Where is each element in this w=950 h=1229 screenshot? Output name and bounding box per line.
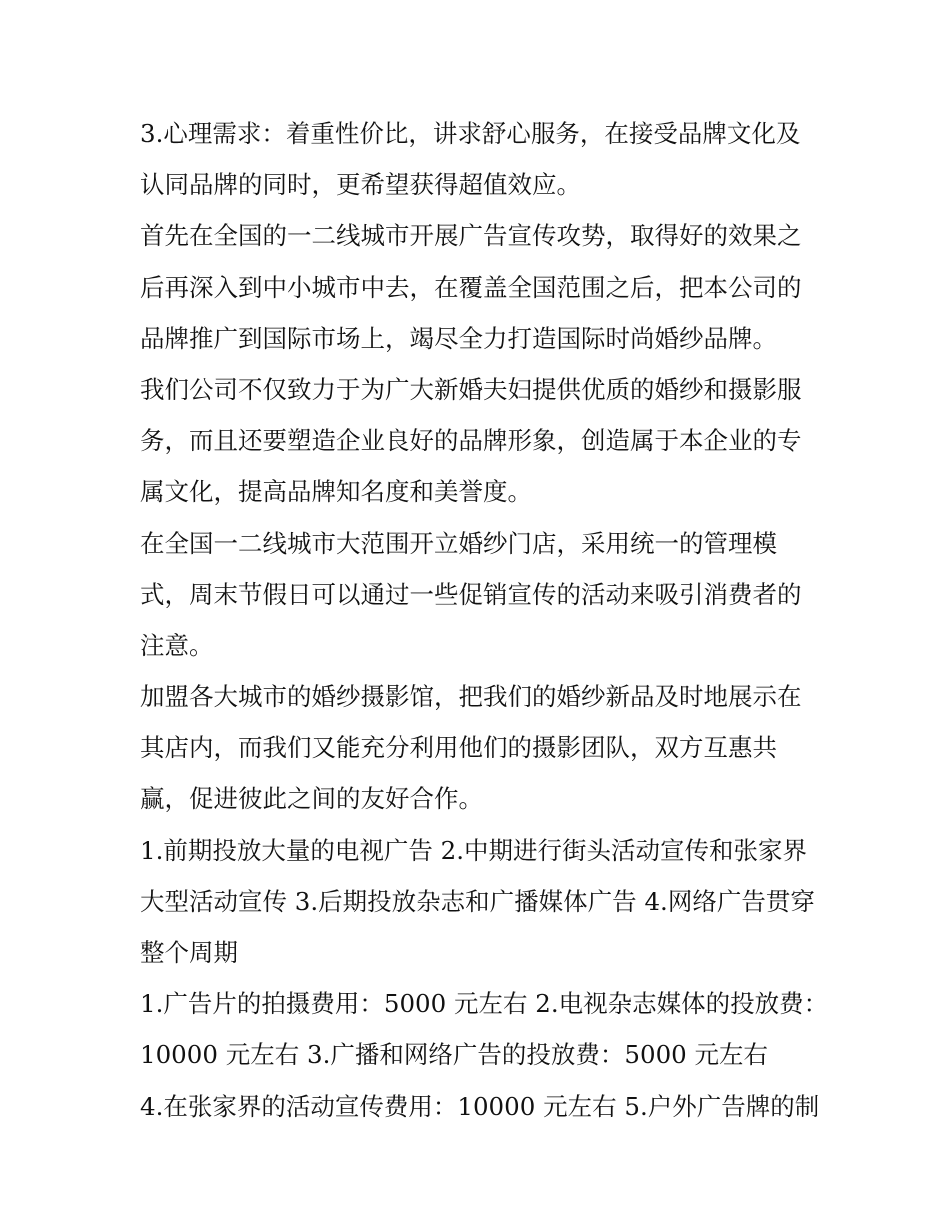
text-line: 1.广告片的拍摄费用：5000 元左右 2.电视杂志媒体的投放费：: [140, 989, 829, 1019]
text-line: 后再深入到中小城市中去，在覆盖全国范围之后，把本公司的: [140, 272, 802, 302]
text-line: 属文化，提高品牌知名度和美誉度。: [140, 477, 532, 507]
text-line: 赢，促进彼此之间的友好合作。: [140, 784, 483, 814]
text-line: 加盟各大城市的婚纱摄影馆，把我们的婚纱新品及时地展示在: [140, 682, 802, 712]
text-line: 认同品牌的同时，更希望获得超值效应。: [140, 170, 581, 200]
text-line: 注意。: [140, 630, 214, 660]
text-line: 3.心理需求：着重性价比，讲求舒心服务，在接受品牌文化及: [140, 119, 801, 148]
text-line: 品牌推广到国际市场上，竭尽全力打造国际时尚婚纱品牌。: [140, 323, 777, 353]
text-line: 4.在张家界的活动宣传费用：10000 元左右 5.户外广告牌的制: [140, 1091, 820, 1121]
text-line: 我们公司不仅致力于为广大新婚夫妇提供优质的婚纱和摄影服: [140, 374, 802, 404]
text-line: 首先在全国的一二线城市开展广告宣传攻势，取得好的效果之: [140, 221, 802, 251]
text-line: 1.前期投放大量的电视广告 2.中期进行街头活动宣传和张家界: [140, 835, 808, 865]
text-line: 整个周期: [140, 938, 238, 967]
text-line: 其店内，而我们又能充分利用他们的摄影团队，双方互惠共: [140, 733, 777, 763]
text-line: 10000 元左右 3.广播和网络广告的投放费：5000 元左右: [140, 1040, 769, 1070]
text-line: 大型活动宣传 3.后期投放杂志和广播媒体广告 4.网络广告贯穿: [140, 886, 815, 916]
document-body: [140, 108, 829, 1132]
text-line: 式，周末节假日可以通过一些促销宣传的活动来吸引消费者的: [140, 579, 802, 609]
text-line: 务，而且还要塑造企业良好的品牌形象，创造属于本企业的专: [140, 426, 802, 456]
text-line: 在全国一二线城市大范围开立婚纱门店，采用统一的管理模: [140, 528, 777, 558]
